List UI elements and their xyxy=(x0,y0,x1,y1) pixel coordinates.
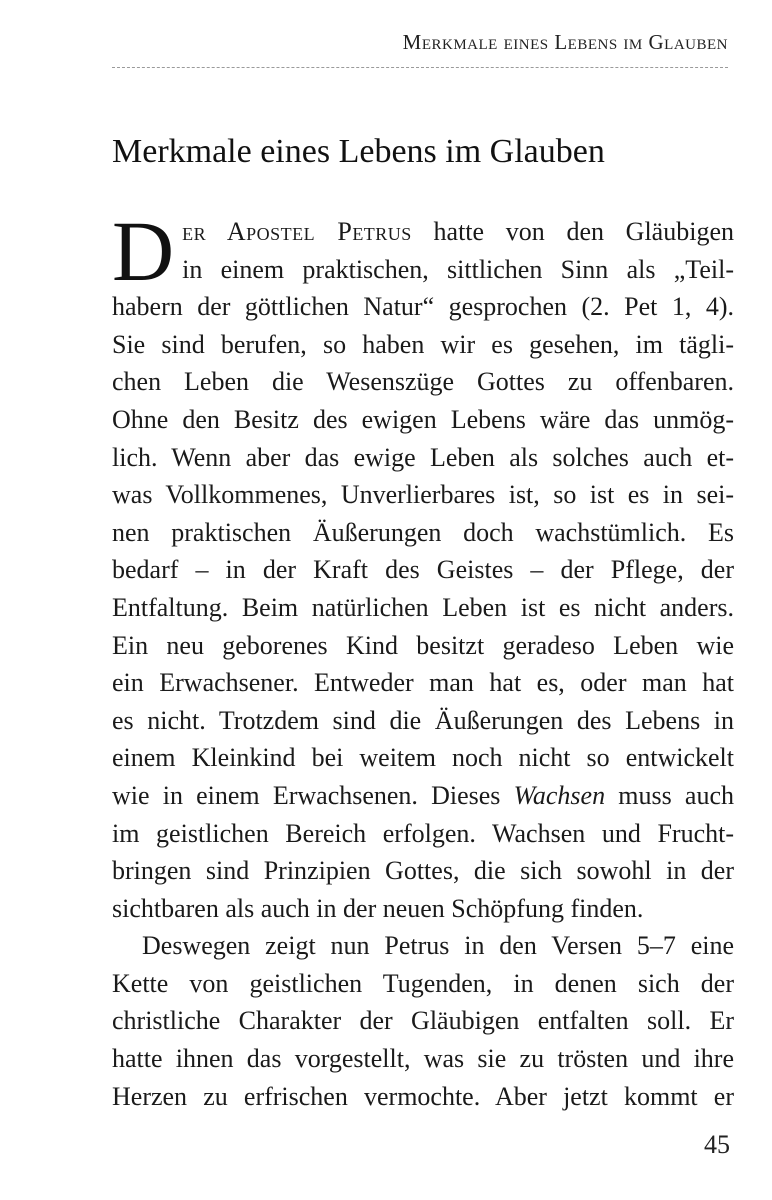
text-line: chen Leben die Wesenszüge Gottes zu offenbaren. xyxy=(112,367,734,397)
text-line: hatte ihnen das vorgestellt, was sie zu trösten und ihre xyxy=(112,1044,734,1074)
running-head: Merkmale eines Lebens im Glauben xyxy=(402,30,728,54)
drop-cap: D xyxy=(112,203,175,299)
body-text xyxy=(112,203,734,1115)
page-number: 45 xyxy=(704,1130,730,1159)
text-line: einem Kleinkind bei weitem noch nicht so entwickelt xyxy=(112,743,734,773)
text-line: Herzen zu erfrischen vermochte. Aber jetzt kommt er xyxy=(112,1081,734,1111)
chapter-title: Merkmale eines Lebens im Glauben xyxy=(112,133,605,170)
text-line: im geistlichen Bereich erfolgen. Wachsen und Frucht- xyxy=(112,818,734,848)
text-line: bringen sind Prinzipien Gottes, die sich sowohl in der xyxy=(112,856,734,886)
text-line: was Vollkommenes, Unverlierbares ist, so ist es in sei- xyxy=(112,480,734,510)
text-line: sichtbaren als auch in der neuen Schöpfung finden. xyxy=(112,893,644,923)
text-line-rest: hatte von den Gläubigen xyxy=(411,217,734,246)
text-line: bedarf – in der Kraft des Geistes – der Pflege, der xyxy=(112,555,734,585)
text-line: Sie sind berufen, so haben wir es gesehen, im tägli- xyxy=(112,329,734,359)
text-line: Deswegen zeigt nun Petrus in den Versen 5–7 eine xyxy=(142,931,734,961)
text-segment: muss auch xyxy=(605,780,734,810)
text-line: es nicht. Trotzdem sind die Äußerungen des Lebens in xyxy=(112,705,734,735)
lead-in: er Apostel Petrus xyxy=(182,217,412,246)
text-line: Entfaltung. Beim natürlichen Leben ist es nicht anders. xyxy=(112,592,734,622)
text-segment: wie in einem Erwachsenen. Dieses xyxy=(112,780,514,810)
emphasis-wachsen: Wachsen xyxy=(513,780,606,810)
text-line: lich. Wenn aber das ewige Leben als solches auch et- xyxy=(112,442,734,472)
paragraph-1 xyxy=(112,203,734,927)
text-line: Ohne den Besitz des ewigen Lebens wäre das unmög- xyxy=(112,404,734,434)
text-line: in einem praktischen, sittlichen Sinn als „Teil- xyxy=(182,254,734,284)
text-line: Kette von geistlichen Tugenden, in denen sich der xyxy=(112,968,734,998)
text-line: christliche Charakter der Gläubigen entfalten soll. Er xyxy=(112,1006,734,1036)
header-rule xyxy=(112,67,728,68)
text-line: nen praktischen Äußerungen doch wachstümlich. Es xyxy=(112,517,734,547)
text-line xyxy=(112,777,734,815)
text-line xyxy=(112,213,734,251)
text-line: habern der göttlichen Natur“ gesprochen (2. Pet 1, 4). xyxy=(112,292,734,322)
text-line: ein Erwachsener. Entweder man hat es, oder man hat xyxy=(112,668,734,698)
text-line: Ein neu geborenes Kind besitzt geradeso Leben wie xyxy=(112,630,734,660)
paragraph-2 xyxy=(112,927,734,1115)
